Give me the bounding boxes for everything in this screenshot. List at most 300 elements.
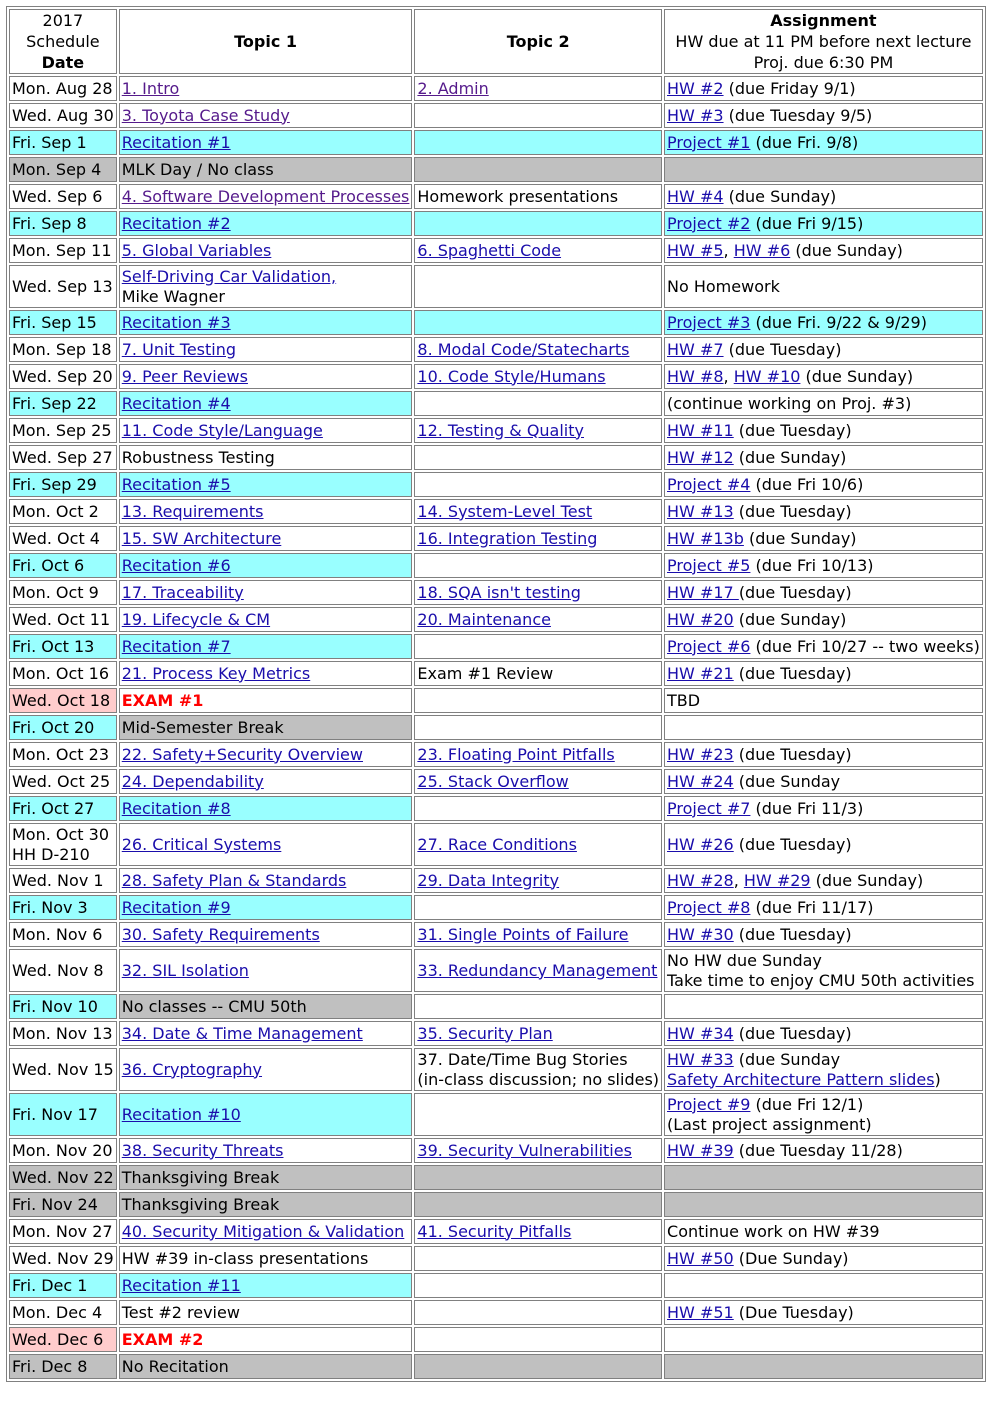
topic1-link[interactable]: Recitation #3: [121, 312, 231, 332]
assignment-due: (due Sunday): [810, 870, 924, 890]
assignment-text: (continue working on Proj. #3): [667, 393, 912, 413]
assignment-cell: [664, 310, 983, 335]
assignment-link[interactable]: HW #3: [667, 105, 724, 125]
date-label: Wed. Oct 25: [12, 771, 111, 791]
assignment-cell: [664, 1219, 983, 1244]
schedule-row: [9, 211, 983, 236]
assignment-link[interactable]: HW #51: [667, 1302, 734, 1322]
date-cell: [9, 211, 117, 236]
header-topic2: [414, 9, 662, 74]
topic1-cell: [119, 715, 413, 740]
date-label: Mon. Oct 16: [12, 663, 110, 683]
topic1-cell: [119, 1219, 413, 1244]
topic2-cell: [414, 1354, 662, 1379]
topic1-cell: [119, 445, 413, 470]
assignment-link-2[interactable]: HW #29: [743, 870, 811, 890]
topic1-link[interactable]: Recitation #9: [121, 897, 231, 917]
topic1-link[interactable]: 3. Toyota Case Study: [121, 105, 290, 125]
date-label: Mon. Sep 25: [12, 420, 112, 440]
assignment-due: (due Sunday: [733, 771, 841, 791]
topic1-link[interactable]: Self-Driving Car Validation,: [121, 266, 337, 286]
assignment-cell: [664, 994, 983, 1019]
assignment-link[interactable]: HW #5: [667, 240, 724, 260]
header-topic2-label: Topic 2: [506, 32, 570, 51]
topic2-link[interactable]: 10. Code Style/Humans: [417, 366, 606, 386]
date-cell: [9, 922, 117, 947]
assignment-cell: [664, 868, 983, 893]
topic2-cell: [414, 526, 662, 551]
date-label: Mon. Nov 13: [12, 1023, 113, 1043]
topic1-link[interactable]: 28. Safety Plan & Standards: [121, 870, 347, 890]
date-label: Wed. Sep 13: [12, 276, 113, 296]
schedule-row: [9, 157, 983, 182]
topic2-link[interactable]: 39. Security Vulnerabilities: [417, 1140, 632, 1160]
topic1-link[interactable]: 15. SW Architecture: [121, 528, 282, 548]
date-cell: [9, 1093, 117, 1136]
topic1-cell: [119, 103, 413, 128]
assignment-cell: [664, 103, 983, 128]
schedule-row: [9, 1273, 983, 1298]
assignment-due: (due Sunday): [790, 240, 903, 260]
topic2-link[interactable]: 29. Data Integrity: [417, 870, 560, 890]
date-cell: [9, 364, 117, 389]
topic1-cell: [119, 1354, 413, 1379]
schedule-row: [9, 796, 983, 821]
assignment-link[interactable]: Project #6: [667, 636, 751, 656]
date-cell: [9, 391, 117, 416]
topic2-link[interactable]: 14. System-Level Test: [417, 501, 593, 521]
schedule-row: [9, 634, 983, 659]
date-label: Fri. Sep 1: [12, 132, 87, 152]
assignment-link[interactable]: Project #8: [667, 897, 751, 917]
assignment-text: No Homework: [667, 276, 780, 296]
topic1-link[interactable]: Recitation #2: [121, 213, 231, 233]
assignment-cell: [664, 526, 983, 551]
topic1-cell: [119, 184, 413, 209]
date-label: Fri. Sep 29: [12, 474, 97, 494]
date-label: Fri. Nov 24: [12, 1194, 98, 1214]
topic1-cell: [119, 949, 413, 992]
date-label: Fri. Nov 17: [12, 1104, 98, 1124]
topic2-cell: [414, 265, 662, 308]
topic1-cell: [119, 211, 413, 236]
topic1-cell: [119, 1048, 413, 1091]
topic1-cell: [119, 553, 413, 578]
assignment-text: No HW due Sunday: [667, 950, 822, 970]
topic2-link[interactable]: 31. Single Points of Failure: [417, 924, 629, 944]
assignment-link[interactable]: HW #33: [667, 1049, 734, 1069]
separator: ,: [733, 870, 744, 890]
date-cell: [9, 1021, 117, 1046]
topic2-cell: [414, 1192, 662, 1217]
date-label: Fri. Oct 13: [12, 636, 95, 656]
topic1-link[interactable]: Recitation #8: [121, 798, 231, 818]
topic2-link[interactable]: 35. Security Plan: [417, 1023, 553, 1043]
header-topic1-label: Topic 1: [234, 32, 298, 51]
topic1-link[interactable]: Recitation #6: [121, 555, 231, 575]
assignment-cell: [664, 337, 983, 362]
date-label: Wed. Sep 6: [12, 186, 103, 206]
schedule-row: [9, 715, 983, 740]
assignment-cell: [664, 364, 983, 389]
schedule-row: [9, 1165, 983, 1190]
date-label: Wed. Nov 8: [12, 960, 104, 980]
date-cell: [9, 1165, 117, 1190]
assignment-link[interactable]: Project #3: [667, 312, 751, 332]
topic1-cell: [119, 526, 413, 551]
topic2-cell: [414, 553, 662, 578]
date-label: Fri. Sep 8: [12, 213, 87, 233]
date-label: Mon. Dec 4: [12, 1302, 103, 1322]
topic1-link[interactable]: 9. Peer Reviews: [121, 366, 248, 386]
date-label: Wed. Nov 22: [12, 1167, 114, 1187]
schedule-row: [9, 823, 983, 866]
topic2-cell: [414, 103, 662, 128]
assignment-due: (due Tuesday 9/5): [723, 105, 873, 125]
assignment-link[interactable]: HW #20: [667, 609, 734, 629]
topic2-cell: [414, 391, 662, 416]
date-label: Fri. Dec 1: [12, 1275, 88, 1295]
date-label: Mon. Sep 4: [12, 159, 102, 179]
topic2-link[interactable]: 12. Testing & Quality: [417, 420, 584, 440]
schedule-row: [9, 130, 983, 155]
topic1-link[interactable]: 24. Dependability: [121, 771, 264, 791]
assignment-cell: [664, 238, 983, 263]
topic2-cell: [414, 76, 662, 101]
assignment-cell: [664, 769, 983, 794]
header-date-label: Date: [41, 53, 85, 72]
schedule-row: [9, 238, 983, 263]
topic1-cell: [119, 1327, 413, 1352]
assignment-link-2[interactable]: HW #10: [733, 366, 801, 386]
topic2-cell: [414, 130, 662, 155]
topic1-link[interactable]: Recitation #7: [121, 636, 231, 656]
assignment-link[interactable]: Project #2: [667, 213, 751, 233]
date-label: Wed. Nov 29: [12, 1248, 114, 1268]
schedule-row: [9, 310, 983, 335]
topic1-link[interactable]: Recitation #11: [121, 1275, 241, 1295]
topic2-cell: [414, 949, 662, 992]
topic1-cell: [119, 922, 413, 947]
topic1-cell: [119, 1165, 413, 1190]
topic1-cell: [119, 1138, 413, 1163]
topic1-cell: [119, 580, 413, 605]
assignment-due: (due Tuesday): [733, 744, 852, 764]
topic2-link[interactable]: 33. Redundancy Management: [417, 960, 658, 980]
schedule-row: [9, 1327, 983, 1352]
assignment-link[interactable]: HW #11: [667, 420, 734, 440]
topic1-cell: [119, 418, 413, 443]
topic1-link[interactable]: 30. Safety Requirements: [121, 924, 320, 944]
topic2-link[interactable]: 25. Stack Overflow: [417, 771, 569, 791]
date-label: Fri. Oct 20: [12, 717, 95, 737]
header-schedule: Schedule: [26, 32, 100, 51]
assignment-cell: [664, 1021, 983, 1046]
header-topic1: [119, 9, 413, 74]
schedule-row: [9, 688, 983, 713]
assignment-close: ): [934, 1069, 941, 1089]
assignment-due: (due Tuesday): [733, 663, 852, 683]
topic1-cell: [119, 76, 413, 101]
topic1-link[interactable]: 5. Global Variables: [121, 240, 272, 260]
date-label: Wed. Dec 6: [12, 1329, 104, 1349]
topic2-cell: [414, 445, 662, 470]
assignment-cell: [664, 1300, 983, 1325]
topic2-link[interactable]: 8. Modal Code/Statecharts: [417, 339, 630, 359]
topic1-cell: [119, 634, 413, 659]
date-cell: [9, 238, 117, 263]
topic2-cell: [414, 418, 662, 443]
topic1-cell: [119, 157, 413, 182]
assignment-cell: [664, 895, 983, 920]
assignment-link[interactable]: HW #34: [667, 1023, 734, 1043]
topic1-link[interactable]: Recitation #1: [121, 132, 231, 152]
date-cell: [9, 1219, 117, 1244]
assignment-cell: [664, 580, 983, 605]
topic2-link[interactable]: 41. Security Pitfalls: [417, 1221, 572, 1241]
topic1-text: Test #2 review: [121, 1302, 240, 1322]
schedule-table: [6, 6, 986, 1382]
assignment-cell: [664, 742, 983, 767]
date-cell: [9, 688, 117, 713]
topic1-text: Thanksgiving Break: [121, 1167, 280, 1187]
assignment-cell: [664, 76, 983, 101]
header-proj-note: Proj. due 6:30 PM: [753, 53, 894, 72]
date-cell: [9, 895, 117, 920]
date-label: Fri. Sep 15: [12, 312, 97, 332]
date-cell: [9, 310, 117, 335]
date-label: Fri. Nov 10: [12, 996, 98, 1016]
topic1-link[interactable]: Recitation #4: [121, 393, 231, 413]
assignment-link[interactable]: HW #4: [667, 186, 724, 206]
assignment-due: (due Sunday): [733, 609, 847, 629]
topic1-link[interactable]: 11. Code Style/Language: [121, 420, 323, 440]
schedule-row: [9, 769, 983, 794]
assignment-cell: [664, 1192, 983, 1217]
date-label: Fri. Sep 22: [12, 393, 97, 413]
date-cell: [9, 823, 117, 866]
schedule-row: [9, 418, 983, 443]
date-cell: [9, 265, 117, 308]
topic1-cell: [119, 796, 413, 821]
topic2-cell: [414, 868, 662, 893]
date-label: Fri. Dec 8: [12, 1356, 88, 1376]
topic2-cell: [414, 1138, 662, 1163]
date-cell: [9, 526, 117, 551]
topic1-text: Robustness Testing: [121, 447, 275, 467]
date-cell: [9, 1246, 117, 1271]
assignment-link[interactable]: HW #26: [667, 834, 734, 854]
assignment-cell: [664, 922, 983, 947]
assignment-due: (due Fri 10/13): [750, 555, 874, 575]
assignment-cell: [664, 949, 983, 992]
schedule-row: [9, 1138, 983, 1163]
assignment-due: (due Fri 11/3): [750, 798, 864, 818]
schedule-row: [9, 895, 983, 920]
assignment-link[interactable]: HW #24: [667, 771, 734, 791]
assignment-link[interactable]: HW #28: [667, 870, 734, 890]
topic2-link[interactable]: 2. Admin: [417, 78, 489, 98]
assignment-cell: [664, 1048, 983, 1091]
assignment-cell: [664, 157, 983, 182]
topic1-text: HW #39 in-class presentations: [121, 1248, 369, 1268]
assignment-link[interactable]: Project #9: [667, 1094, 751, 1114]
topic2-cell: [414, 580, 662, 605]
topic2-cell: [414, 922, 662, 947]
assignment-cell: [664, 1273, 983, 1298]
assignment-due: (due Tuesday): [723, 339, 842, 359]
topic2-link[interactable]: 6. Spaghetti Code: [417, 240, 562, 260]
topic1-link[interactable]: 22. Safety+Security Overview: [121, 744, 363, 764]
date-cell: [9, 1138, 117, 1163]
topic1-link[interactable]: 17. Traceability: [121, 582, 244, 602]
assignment-cell: [664, 499, 983, 524]
topic2-link[interactable]: 16. Integration Testing: [417, 528, 598, 548]
date-label: Fri. Nov 3: [12, 897, 88, 917]
date-label: Mon. Nov 6: [12, 924, 103, 944]
date-cell: [9, 445, 117, 470]
assignment-link[interactable]: HW #17: [667, 582, 739, 602]
assignment-link[interactable]: HW #50: [667, 1248, 734, 1268]
assignment-due: (due Fri 12/1): [750, 1094, 864, 1114]
date-label: Wed. Sep 20: [12, 366, 113, 386]
topic1-link[interactable]: 13. Requirements: [121, 501, 264, 521]
assignment-cell: [664, 688, 983, 713]
exam-label: EXAM #1: [121, 690, 204, 710]
assignment-cell: [664, 553, 983, 578]
assignment-link[interactable]: HW #13b: [667, 528, 744, 548]
date-label: Wed. Nov 15: [12, 1059, 114, 1079]
assignment-due: (due Fri 10/6): [750, 474, 864, 494]
assignment-link[interactable]: HW #30: [667, 924, 734, 944]
topic2-link[interactable]: 18. SQA isn't testing: [417, 582, 581, 602]
assignment-link[interactable]: Project #1: [667, 132, 751, 152]
speaker-name: Mike Wagner: [121, 286, 225, 306]
date-label: Mon. Nov 27: [12, 1221, 113, 1241]
topic2-cell: [414, 1165, 662, 1190]
schedule-row: [9, 580, 983, 605]
assignment-link-2[interactable]: HW #6: [733, 240, 791, 260]
schedule-row: [9, 184, 983, 209]
topic2-cell: [414, 1327, 662, 1352]
schedule-row: [9, 553, 983, 578]
assignment-link[interactable]: Project #4: [667, 474, 751, 494]
topic1-link[interactable]: 26. Critical Systems: [121, 834, 282, 854]
schedule-row: [9, 526, 983, 551]
topic1-link[interactable]: Recitation #5: [121, 474, 231, 494]
assignment-cell: [664, 1138, 983, 1163]
assignment-link[interactable]: HW #21: [667, 663, 734, 683]
slides-link[interactable]: Safety Architecture Pattern slides: [667, 1069, 935, 1089]
topic1-link[interactable]: 1. Intro: [121, 78, 180, 98]
schedule-row: [9, 445, 983, 470]
topic2-cell: [414, 1048, 662, 1091]
topic1-text: MLK Day / No class: [121, 159, 274, 179]
assignment-due: (due Tuesday): [733, 501, 852, 521]
assignment-link[interactable]: HW #12: [667, 447, 734, 467]
header-assignment-label: Assignment: [770, 11, 877, 30]
topic1-link[interactable]: Recitation #10: [121, 1104, 241, 1124]
assignment-link[interactable]: HW #39: [667, 1140, 734, 1160]
topic1-link[interactable]: 40. Security Mitigation & Validation: [121, 1221, 405, 1241]
topic2-link[interactable]: 27. Race Conditions: [417, 834, 577, 854]
assignment-link[interactable]: Project #5: [667, 555, 751, 575]
topic2-cell: [414, 607, 662, 632]
assignment-due: (due Tuesday): [733, 924, 852, 944]
assignment-link[interactable]: HW #7: [667, 339, 724, 359]
topic1-cell: [119, 1021, 413, 1046]
separator: ,: [723, 366, 734, 386]
date-cell: [9, 499, 117, 524]
room-label: HH D-210: [12, 844, 90, 864]
topic1-link[interactable]: 36. Cryptography: [121, 1059, 263, 1079]
topic2-cell: [414, 472, 662, 497]
topic2-cell: [414, 661, 662, 686]
topic1-cell: [119, 1192, 413, 1217]
date-label: Mon. Sep 11: [12, 240, 112, 260]
topic2-link[interactable]: 23. Floating Point Pitfalls: [417, 744, 615, 764]
assignment-cell: [664, 211, 983, 236]
assignment-cell: [664, 418, 983, 443]
assignment-link[interactable]: Project #7: [667, 798, 751, 818]
topic2-link[interactable]: 20. Maintenance: [417, 609, 551, 629]
date-cell: [9, 634, 117, 659]
topic1-link[interactable]: 32. SIL Isolation: [121, 960, 249, 980]
assignment-cell: [664, 1093, 983, 1136]
topic2-cell: [414, 184, 662, 209]
assignment-link[interactable]: HW #2: [667, 78, 724, 98]
topic2-cell: [414, 364, 662, 389]
schedule-row: [9, 922, 983, 947]
schedule-row: [9, 391, 983, 416]
assignment-due: (due Fri. 9/22 & 9/29): [750, 312, 927, 332]
topic1-link[interactable]: 34. Date & Time Management: [121, 1023, 363, 1043]
topic1-link[interactable]: 4. Software Development Processes: [121, 186, 410, 206]
topic1-text: Thanksgiving Break: [121, 1194, 280, 1214]
topic1-link[interactable]: 19. Lifecycle & CM: [121, 609, 271, 629]
schedule-row: [9, 337, 983, 362]
assignment-cell: [664, 1165, 983, 1190]
topic1-link[interactable]: 38. Security Threats: [121, 1140, 284, 1160]
topic1-text: Mid-Semester Break: [121, 717, 284, 737]
assignment-note: (Last project assignment): [667, 1114, 872, 1134]
schedule-row: [9, 1219, 983, 1244]
schedule-row: [9, 1192, 983, 1217]
assignment-cell: [664, 1246, 983, 1271]
topic1-cell: [119, 1246, 413, 1271]
date-cell: [9, 742, 117, 767]
date-cell: [9, 1327, 117, 1352]
topic1-link[interactable]: 7. Unit Testing: [121, 339, 237, 359]
assignment-link[interactable]: HW #23: [667, 744, 734, 764]
topic1-cell: [119, 265, 413, 308]
topic1-link[interactable]: 21. Process Key Metrics: [121, 663, 311, 683]
assignment-link[interactable]: HW #8: [667, 366, 724, 386]
topic2-cell: [414, 688, 662, 713]
date-cell: [9, 715, 117, 740]
topic1-cell: [119, 1273, 413, 1298]
assignment-cell: [664, 391, 983, 416]
assignment-link[interactable]: HW #13: [667, 501, 734, 521]
assignment-due: (due Tuesday): [733, 1023, 852, 1043]
header-date: [9, 9, 117, 74]
schedule-row: [9, 265, 983, 308]
date-label: Wed. Oct 4: [12, 528, 100, 548]
date-cell: [9, 769, 117, 794]
topic1-cell: [119, 661, 413, 686]
topic2-cell: [414, 1021, 662, 1046]
topic1-text: No Recitation: [121, 1356, 229, 1376]
